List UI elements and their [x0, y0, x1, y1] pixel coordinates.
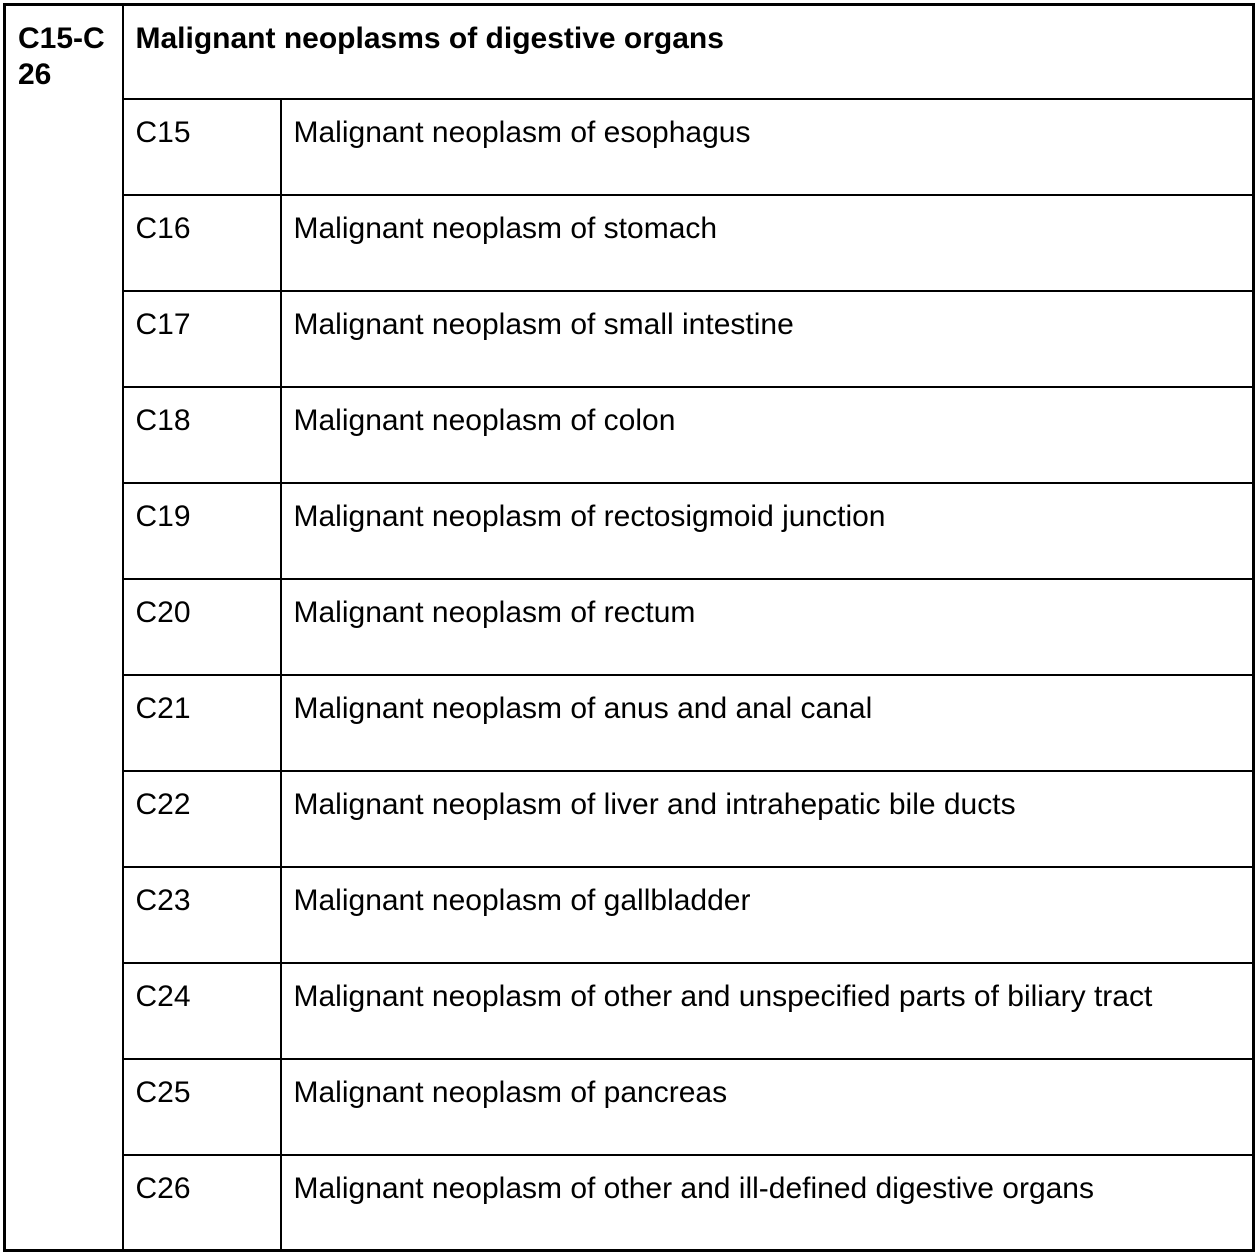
section-header-row: [5, 5, 1254, 99]
description-cell: Malignant neoplasm of other and unspecified parts of biliary tract: [281, 963, 1254, 1059]
table-row: [5, 675, 1254, 771]
section-range-code-cell: C15-C26: [5, 5, 123, 1251]
description-cell: Malignant neoplasm of stomach: [281, 195, 1254, 291]
table-row: [5, 1059, 1254, 1155]
description-cell: Malignant neoplasm of esophagus: [281, 99, 1254, 195]
table-row: [5, 771, 1254, 867]
table-row: [5, 99, 1254, 195]
description-cell: Malignant neoplasm of gallbladder: [281, 867, 1254, 963]
code-cell: C15: [123, 99, 281, 195]
code-cell: C25: [123, 1059, 281, 1155]
section-title-cell: Malignant neoplasms of digestive organs: [123, 5, 1254, 99]
table-body: [5, 5, 1254, 1251]
table-row: [5, 963, 1254, 1059]
description-cell: Malignant neoplasm of small intestine: [281, 291, 1254, 387]
code-cell: C18: [123, 387, 281, 483]
code-cell: C26: [123, 1155, 281, 1251]
description-cell: Malignant neoplasm of pancreas: [281, 1059, 1254, 1155]
code-cell: C21: [123, 675, 281, 771]
code-cell: C22: [123, 771, 281, 867]
table-row: [5, 579, 1254, 675]
table-row: [5, 867, 1254, 963]
table-row: [5, 1155, 1254, 1251]
code-cell: C19: [123, 483, 281, 579]
code-cell: C17: [123, 291, 281, 387]
code-cell: C20: [123, 579, 281, 675]
description-cell: Malignant neoplasm of rectosigmoid junction: [281, 483, 1254, 579]
icd-code-table: [3, 3, 1255, 1252]
code-cell: C23: [123, 867, 281, 963]
description-cell: Malignant neoplasm of rectum: [281, 579, 1254, 675]
code-cell: C24: [123, 963, 281, 1059]
table-row: [5, 387, 1254, 483]
description-cell: Malignant neoplasm of anus and anal canal: [281, 675, 1254, 771]
table-row: [5, 291, 1254, 387]
table-row: [5, 195, 1254, 291]
code-cell: C16: [123, 195, 281, 291]
description-cell: Malignant neoplasm of colon: [281, 387, 1254, 483]
description-cell: Malignant neoplasm of other and ill-defined digestive organs: [281, 1155, 1254, 1251]
description-cell: Malignant neoplasm of liver and intrahepatic bile ducts: [281, 771, 1254, 867]
table-row: [5, 483, 1254, 579]
